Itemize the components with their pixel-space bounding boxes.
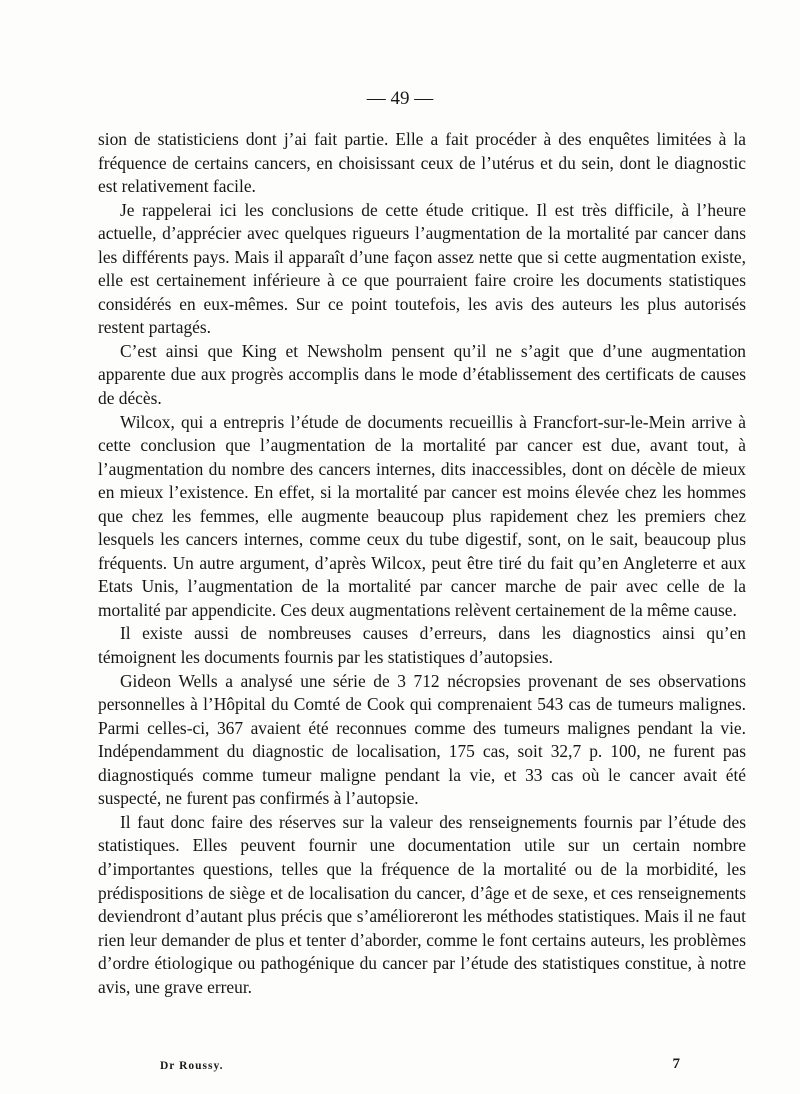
paragraph: Il faut donc faire des réserves sur la valeur des renseignements fournis par l’étude des statistiques. Elles peuvent fournir une documentation utile sur un certain nombre d’importantes questions, telles que la fréquence de la mortalité ou de la morbidité, les prédispositions de siège et de localisation du cancer, d’âge et de sexe, et ces renseignements deviendront d’autant plus précis que s’amélioreront les méthodes statistiques. Mais il ne faut rien leur demander de plus et tenter d’aborder, comme le font certains auteurs, les problèmes d’ordre étiologique ou pathogénique du cancer par l’étude des statistiques constitue, à notre avis, une grave erreur.: [98, 811, 746, 997]
body-text: [98, 128, 746, 999]
page-number: — 49 —: [366, 88, 434, 109]
paragraph: Wilcox, qui a entrepris l’étude de documents recueillis à Francfort-sur-le-Mein arrive à cette conclusion que l’augmentation de la mortalité par cancer est due, avant tout, à l’augmentation du nombre des cancers internes, dits inaccessibles, dont on décèle de mieux en mieux l’existence. En effet, si la mortalité par cancer est moins élevée chez les hommes que chez les femmes, elle augmente beaucoup plus rapidement chez les premiers chez lesquels les cancers internes, comme ceux du tube digestif, sont, on le sait, beaucoup plus fréquents. Un autre argument, d’après Wilcox, peut être tiré du fait qu’en Angleterre et aux Etats Unis, l’augmentation de la mortalité par cancer marche de pair avec celle de la mortalité par appendicite. Ces deux augmentations relèvent certainement de la même cause.: [98, 411, 746, 620]
paragraph: C’est ainsi que King et Newsholm pensent qu’il ne s’agit que d’une augmentation apparente due aux progrès accomplis dans le mode d’établissement des certificats de causes de décès.: [98, 340, 746, 409]
paragraph: Il existe aussi de nombreuses causes d’erreurs, dans les diagnostics ainsi qu’en témoignent les documents fournis par les statistiques d’autopsies.: [98, 623, 746, 668]
signature-mark: 7: [672, 1056, 680, 1072]
paragraph: sion de statisticiens dont j’ai fait partie. Elle a fait procéder à des enquêtes limitées à la fréquence de certains cancers, en choisissant ceux de l’utérus et du sein, dont le diagnostic est relativement facile.: [98, 129, 746, 197]
paragraph: Je rappelerai ici les conclusions de cette étude critique. Il est très difficile, à l’heure actuelle, d’apprécier avec quelques rigueurs l’augmentation de la mortalité par cancer dans les différents pays. Mais il apparaît d’une façon assez nette que si cette augmentation existe, elle est certainement inférieure à ce que pourraient faire croire les documents statistiques considérés en eux-mêmes. Sur ce point toutefois, les avis des auteurs les plus autorisés restent partagés.: [98, 199, 746, 338]
paragraph: Gideon Wells a analysé une série de 3 712 nécropsies provenant de ses observations personnelles à l’Hôpital du Comté de Cook qui comprenaient 543 cas de tumeurs malignes. Parmi celles-ci, 367 avaient été reconnues comme des tumeurs malignes pendant la vie. Indépendamment du diagnostic de localisation, 175 cas, soit 32,7 p. 100, ne furent pas diagnostiqués comme tumeur maligne pendant la vie, et 33 cas où le cancer avait été suspecté, ne furent pas confirmés à l’autopsie.: [98, 670, 746, 809]
author-signature: Dr Roussy.: [160, 1060, 224, 1072]
